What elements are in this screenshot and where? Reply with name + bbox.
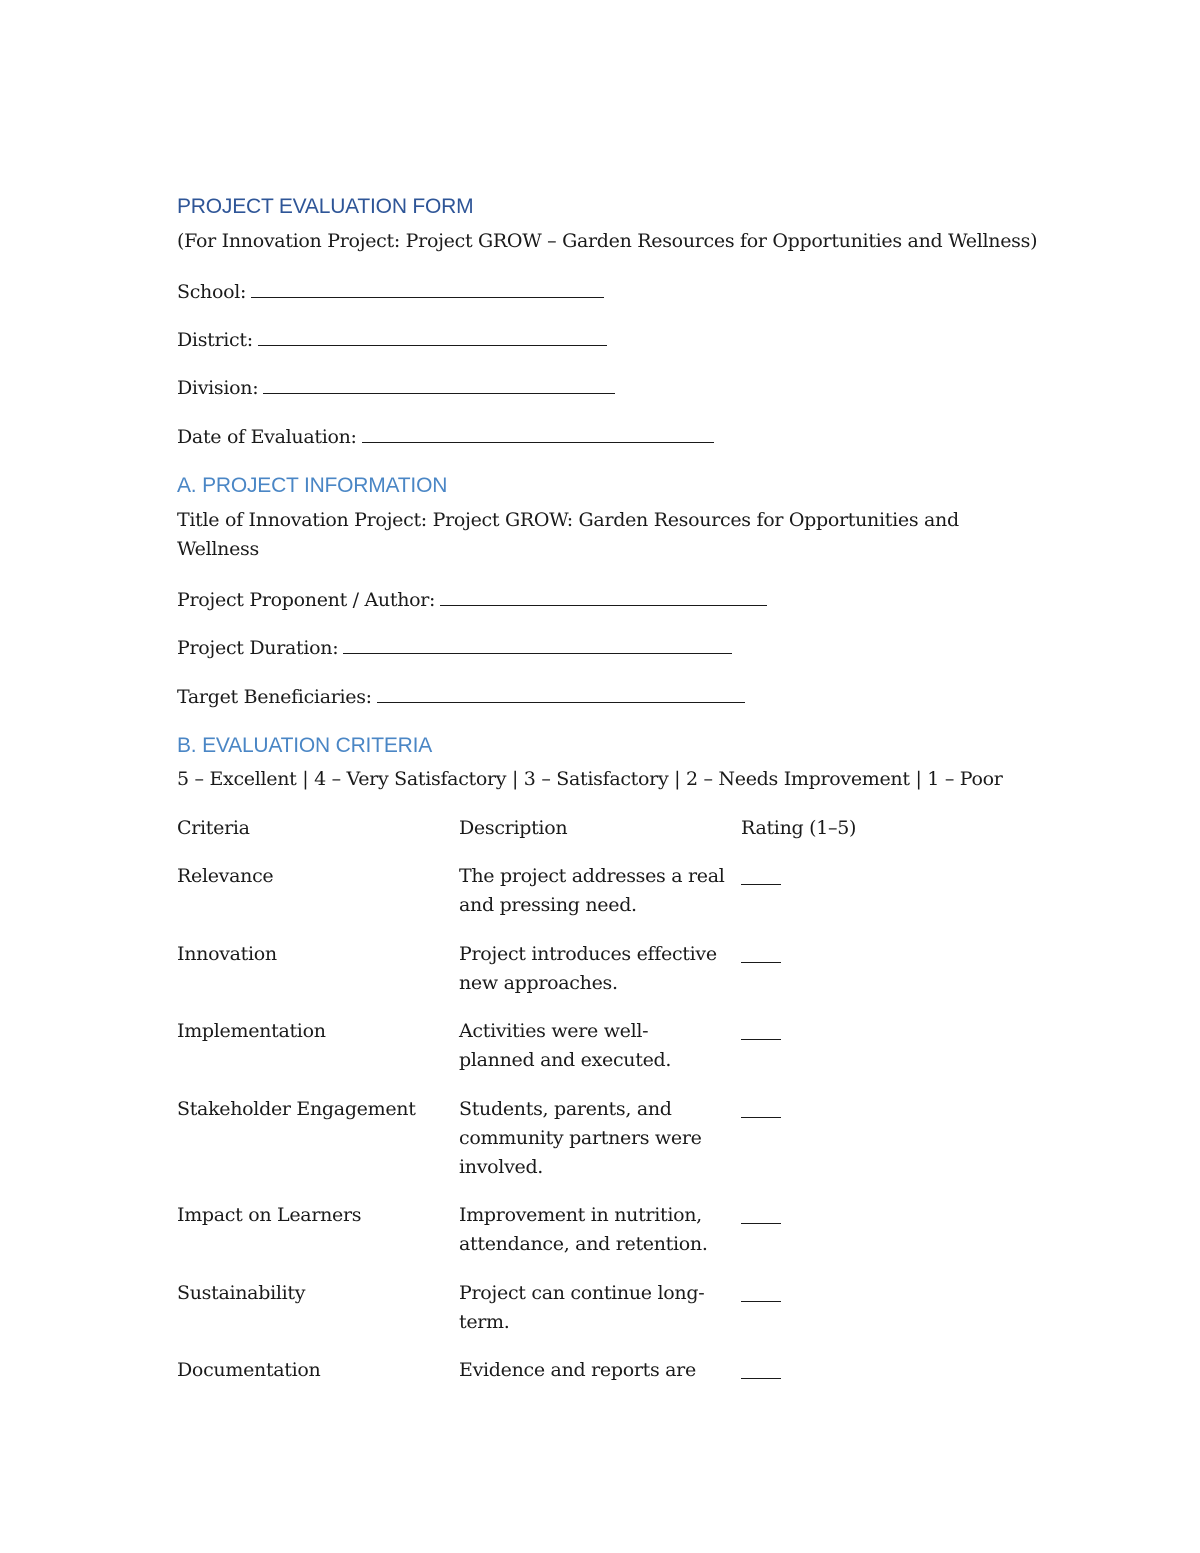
school-label: School: [177,281,247,303]
beneficiaries-field[interactable] [177,681,745,712]
criteria-cell: Documentation [177,1359,321,1381]
description-line: involved. [459,1156,544,1178]
section-a-heading: A. PROJECT INFORMATION [177,474,448,497]
description-cell [459,1017,727,1075]
division-field[interactable] [177,372,615,403]
proponent-blank[interactable] [440,584,767,606]
project-title-line: Title of Innovation Project: Project GROW: Garden Resources for Opportunities and [177,509,959,531]
description-line: new approaches. [459,972,618,994]
duration-blank[interactable] [343,632,732,654]
rating-blank[interactable] [741,940,781,963]
rating-cell [741,1356,921,1388]
school-field[interactable] [177,276,604,307]
district-field[interactable] [177,324,607,355]
rating-cell [741,1017,921,1049]
rating-cell [741,1201,921,1233]
criteria-cell: Innovation [177,943,277,965]
rating-cell [741,1279,921,1311]
description-cell [459,1356,727,1385]
rating-cell [741,940,921,972]
description-line: Activities were well- [459,1020,649,1042]
division-blank[interactable] [263,372,615,394]
description-line: Project introduces effective [459,943,717,965]
rating-scale: 5 – Excellent | 4 – Very Satisfactory | 3 – Satisfactory | 2 – Needs Improvement | 1 – Poor [177,768,1003,790]
proponent-field[interactable] [177,584,767,615]
column-description: Description [459,817,568,839]
description-cell [459,1279,727,1337]
criteria-cell: Sustainability [177,1282,306,1304]
rating-cell [741,1095,921,1127]
school-blank[interactable] [251,276,604,298]
criteria-cell: Stakeholder Engagement [177,1098,416,1120]
division-label: Division: [177,377,259,399]
project-title-line-2: Wellness [177,538,259,560]
section-b-heading: B. EVALUATION CRITERIA [177,734,433,757]
duration-field[interactable] [177,632,732,663]
description-line: planned and executed. [459,1049,672,1071]
description-cell [459,1095,727,1182]
description-line: Project can continue long- [459,1282,705,1304]
duration-label: Project Duration: [177,637,339,659]
rating-cell [741,862,921,894]
description-line: attendance, and retention. [459,1233,708,1255]
description-line: community partners were [459,1127,702,1149]
proponent-label: Project Proponent / Author: [177,589,436,611]
description-line: Students, parents, and [459,1098,672,1120]
description-line: and pressing need. [459,894,637,916]
description-cell [459,940,727,998]
description-cell [459,1201,727,1259]
rating-blank[interactable] [741,862,781,885]
district-blank[interactable] [258,324,607,346]
beneficiaries-blank[interactable] [377,681,745,703]
beneficiaries-label: Target Beneficiaries: [177,686,372,708]
description-line: Evidence and reports are [459,1359,696,1381]
criteria-cell: Implementation [177,1020,326,1042]
rating-blank[interactable] [741,1201,781,1224]
column-rating: Rating (1–5) [741,817,857,839]
form-title: PROJECT EVALUATION FORM [177,195,474,218]
description-cell [459,862,727,920]
column-criteria: Criteria [177,817,250,839]
rating-blank[interactable] [741,1017,781,1040]
rating-blank[interactable] [741,1356,781,1379]
rating-blank[interactable] [741,1279,781,1302]
date-blank[interactable] [362,421,714,443]
description-line: Improvement in nutrition, [459,1204,702,1226]
criteria-cell: Impact on Learners [177,1204,362,1226]
date-field[interactable] [177,421,714,452]
district-label: District: [177,329,253,351]
form-subtitle: (For Innovation Project: Project GROW – Garden Resources for Opportunities and Wellness) [177,230,1038,252]
date-label: Date of Evaluation: [177,426,357,448]
rating-blank[interactable] [741,1095,781,1118]
description-line: The project addresses a real [459,865,725,887]
description-line: term. [459,1311,510,1333]
criteria-cell: Relevance [177,865,274,887]
